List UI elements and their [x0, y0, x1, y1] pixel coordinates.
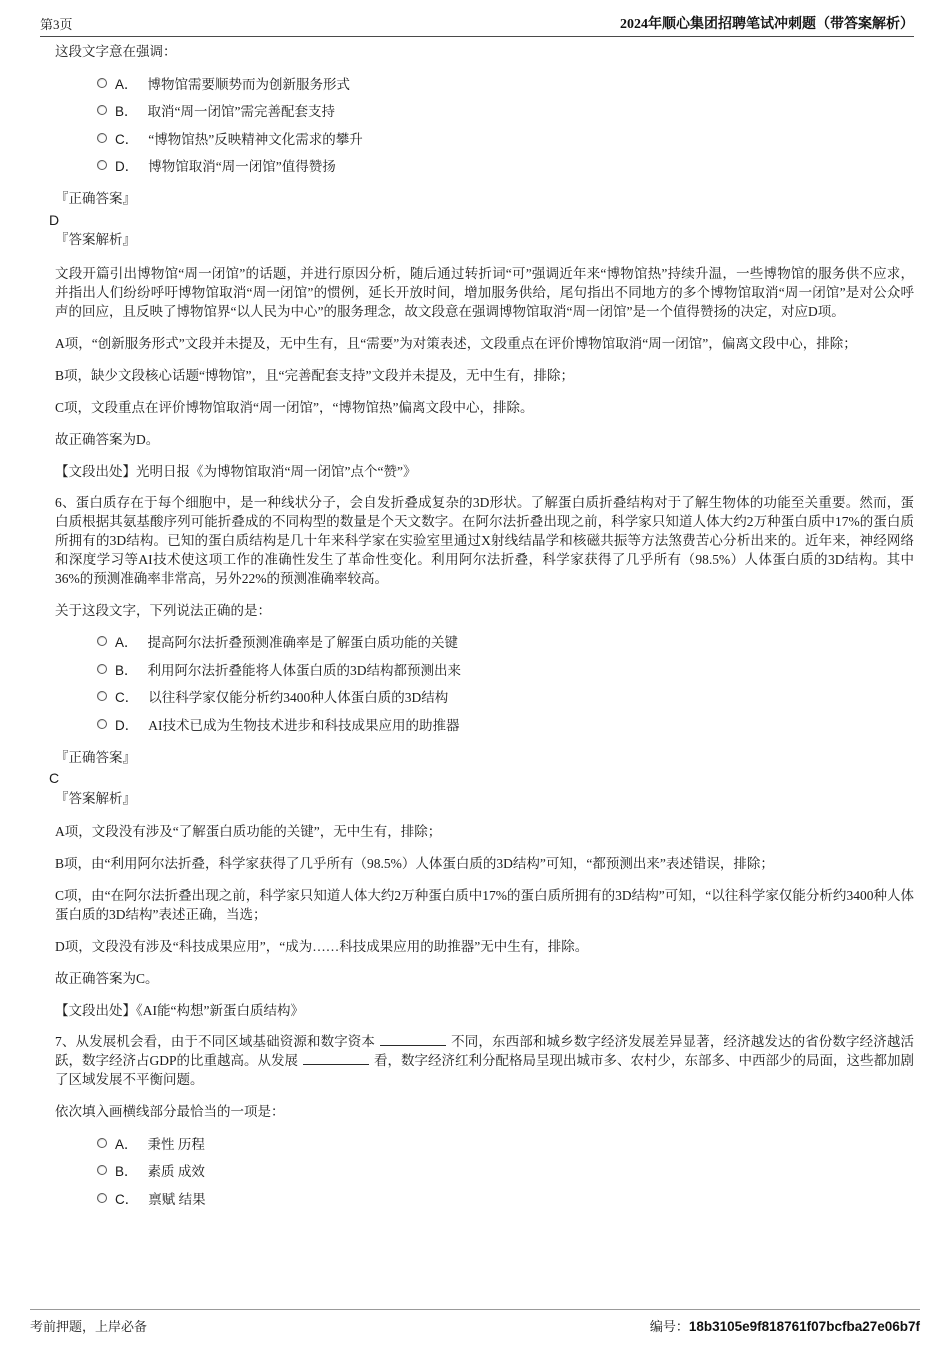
q5-options [97, 69, 914, 179]
option-text: AI技术已成为生物技术进步和科技成果应用的助推器 [148, 717, 460, 733]
q6-analysis-paragraph: D项，文段没有涉及“科技成果应用”，“成为……科技成果应用的助推器”无中生有，排除。 [55, 939, 589, 954]
document-title: 2024年顺心集团招聘笔试冲刺题（带答案解析） [620, 17, 914, 32]
q6-options [97, 628, 914, 738]
option-letter: A． [115, 76, 138, 92]
option-letter: A． [115, 1136, 138, 1152]
q5-stem: 这段文字意在强调： [55, 44, 177, 59]
q6-source: 【文段出处】《AI能“构想”新蛋白质结构》 [55, 1003, 304, 1018]
q6-analysis-paragraph: B项，由“利用阿尔法折叠，科学家获得了几乎所有（98.5%）人体蛋白质的3D结构”可知，“都预测出来”表述错误，排除； [55, 856, 774, 871]
footer-id-label: 编号： [649, 1319, 689, 1334]
option-letter: B． [115, 662, 138, 678]
q7-options [97, 1129, 914, 1212]
radio-icon[interactable] [97, 105, 107, 115]
option-text: 博物馆取消“周一闭馆”值得赞扬 [148, 159, 336, 175]
q6-analysis-paragraph: A项，文段没有涉及“了解蛋白质功能的关键”，无中生有，排除； [55, 824, 442, 839]
q6-analysis-paragraph: C项，由“在阿尔法折叠出现之前，科学家只知道人体大约2万种蛋白质中17%的蛋白质所拥有的3D结构”可知，“以往科学家仅能分析约3400种人体蛋白质的3D结构”表述正确，当选； [55, 888, 914, 922]
option-letter: C． [115, 131, 139, 147]
q7-option-a[interactable] [97, 1129, 914, 1157]
option-text: 禀赋 结果 [148, 1191, 206, 1207]
option-text: 秉性 历程 [147, 1136, 205, 1152]
radio-icon[interactable] [97, 719, 107, 729]
radio-icon[interactable] [97, 636, 107, 646]
q5-analysis-label: 『答案解析』 [55, 232, 136, 247]
fill-blank-underline [380, 1033, 446, 1046]
footer-slogan: 考前押题，上岸必备 [30, 1319, 148, 1334]
q6-stem: 6、蛋白质存在于每个细胞中，是一种线状分子，会自发折叠成复杂的3D形状。了解蛋白质折叠结构对于了解生物体的功能至关重要。然而，蛋白质根据其氨基酸序列可能折叠成的不同构型的数量是个天文数字。在阿尔法折叠出现之前，科学家只知道人体大约2万种蛋白质中17%的蛋白质所拥有的3D结构。已知的蛋白质结构是几十年来科学家在实验室里通过X射线结晶学和核磁共振等方法煞费苦心分析出来的。近年来，神经网络和深度学习等AI技术使这项工作的准确性发生了革命性变化。利用阿尔法折叠，科学家获得了几乎所有（98.5%）人体蛋白质的3D结构。其中36%的预测准确率非常高，另外22%的预测准确率较高。 [55, 494, 914, 586]
option-letter: C． [115, 690, 139, 706]
q6-question: 关于这段文字，下列说法正确的是： [55, 602, 271, 618]
q7-option-c[interactable] [97, 1184, 914, 1212]
q5-option-d[interactable] [97, 152, 914, 180]
q7-option-b[interactable] [97, 1157, 914, 1185]
q5-option-c[interactable] [97, 124, 914, 152]
option-text: 博物馆需要顺势而为创新服务形式 [147, 76, 351, 92]
option-text: 利用阿尔法折叠能将人体蛋白质的3D结构都预测出来 [147, 662, 462, 678]
q5-source: 【文段出处】光明日报《为博物馆取消“周一闭馆”点个“赞”》 [55, 463, 417, 479]
q6-option-b[interactable] [97, 655, 914, 683]
radio-icon[interactable] [97, 133, 107, 143]
fill-blank-underline [303, 1052, 369, 1065]
q5-answer-label: 『正确答案』 [55, 191, 136, 206]
page-number: 第3页 [40, 17, 73, 32]
option-letter: B． [115, 1164, 138, 1180]
option-letter: B． [115, 104, 138, 120]
q5-answer-block [49, 189, 914, 251]
option-text: 提高阿尔法折叠预测准确率是了解蛋白质功能的关键 [147, 635, 459, 651]
q6-option-a[interactable] [97, 628, 914, 656]
option-letter: D． [115, 717, 139, 733]
radio-icon[interactable] [97, 1165, 107, 1175]
option-text: “博物馆热”反映精神文化需求的攀升 [148, 131, 363, 147]
radio-icon[interactable] [97, 78, 107, 88]
q6-answer-value: C [49, 770, 60, 786]
option-letter: A． [115, 635, 138, 651]
q5-option-a[interactable] [97, 69, 914, 97]
q5-analysis-paragraph: 文段开篇引出博物馆“周一闭馆”的话题，并进行原因分析，随后通过转折词“可”强调近年来“博物馆热”持续升温，一些博物馆的服务供不应求，并指出人们纷纷呼吁博物馆取消“周一闭馆”的惯例，延长开放时间，增加服务供给，尾句指出不同地方的多个博物馆取消“周一闭馆”是对公众呼声的回应，且反映了博物馆界“以人民为中心”的服务理念，故文段意在强调博物馆取消“周一闭馆”是一个值得赞扬的决定，对应D项。 [55, 265, 914, 319]
radio-icon[interactable] [97, 664, 107, 674]
option-text: 以往科学家仅能分析约3400种人体蛋白质的3D结构 [148, 690, 449, 706]
q6-answer-block [49, 748, 914, 810]
q7-stem-part: 不同，东西部和城乡数字经济发展差异显著，经济越发达的省份数字经济越活跃，数字经济占GDP的比重越高。从发展 [55, 1034, 915, 1068]
page-footer [30, 1309, 920, 1335]
option-text: 取消“周一闭馆”需完善配套支持 [147, 104, 335, 120]
q5-analysis-paragraph: A项，“创新服务形式”文段并未提及，无中生有，且“需要”为对策表述，文段重点在评价博物馆取消“周一闭馆”，偏离文段中心，排除； [55, 335, 857, 351]
q5-analysis-paragraph: C项，文段重点在评价博物馆取消“周一闭馆”，“博物馆热”偏离文段中心，排除。 [55, 399, 534, 415]
radio-icon[interactable] [97, 1138, 107, 1148]
page-header [40, 13, 914, 37]
q6-analysis-label: 『答案解析』 [55, 790, 136, 806]
option-letter: D． [115, 159, 139, 175]
footer-document-id [650, 1316, 920, 1335]
q5-conclusion: 故正确答案为D。 [55, 431, 160, 447]
q7-question: 依次填入画横线部分最恰当的一项是： [55, 1104, 285, 1119]
q7-stem [55, 1032, 914, 1089]
q6-option-c[interactable] [97, 683, 914, 711]
radio-icon[interactable] [97, 160, 107, 170]
q7-stem-part: 看，数字经济红利分配格局呈现出城市多、农村少，东部多、中西部少的局面，这些都加剧了区域发展不平衡问题。 [55, 1053, 915, 1087]
footer-id-value: 18b3105e9f818761f07bcfba27e06b7f [688, 1319, 920, 1334]
q7-stem-part: 7、从发展机会看，由于不同区域基础资源和数字资本 [55, 1034, 376, 1049]
q5-analysis-paragraph: B项，缺少文段核心话题“博物馆”，且“完善配套支持”文段并未提及，无中生有，排除； [55, 367, 574, 383]
q6-conclusion: 故正确答案为C。 [55, 971, 159, 986]
option-letter: C． [115, 1191, 139, 1207]
radio-icon[interactable] [97, 691, 107, 701]
q5-option-b[interactable] [97, 97, 914, 125]
document-content [49, 42, 915, 1216]
q5-answer-value: D [49, 211, 60, 228]
radio-icon[interactable] [97, 1193, 107, 1203]
q6-option-d[interactable] [97, 710, 914, 738]
option-text: 素质 成效 [147, 1164, 205, 1180]
q6-answer-label: 『正确答案』 [55, 749, 136, 765]
